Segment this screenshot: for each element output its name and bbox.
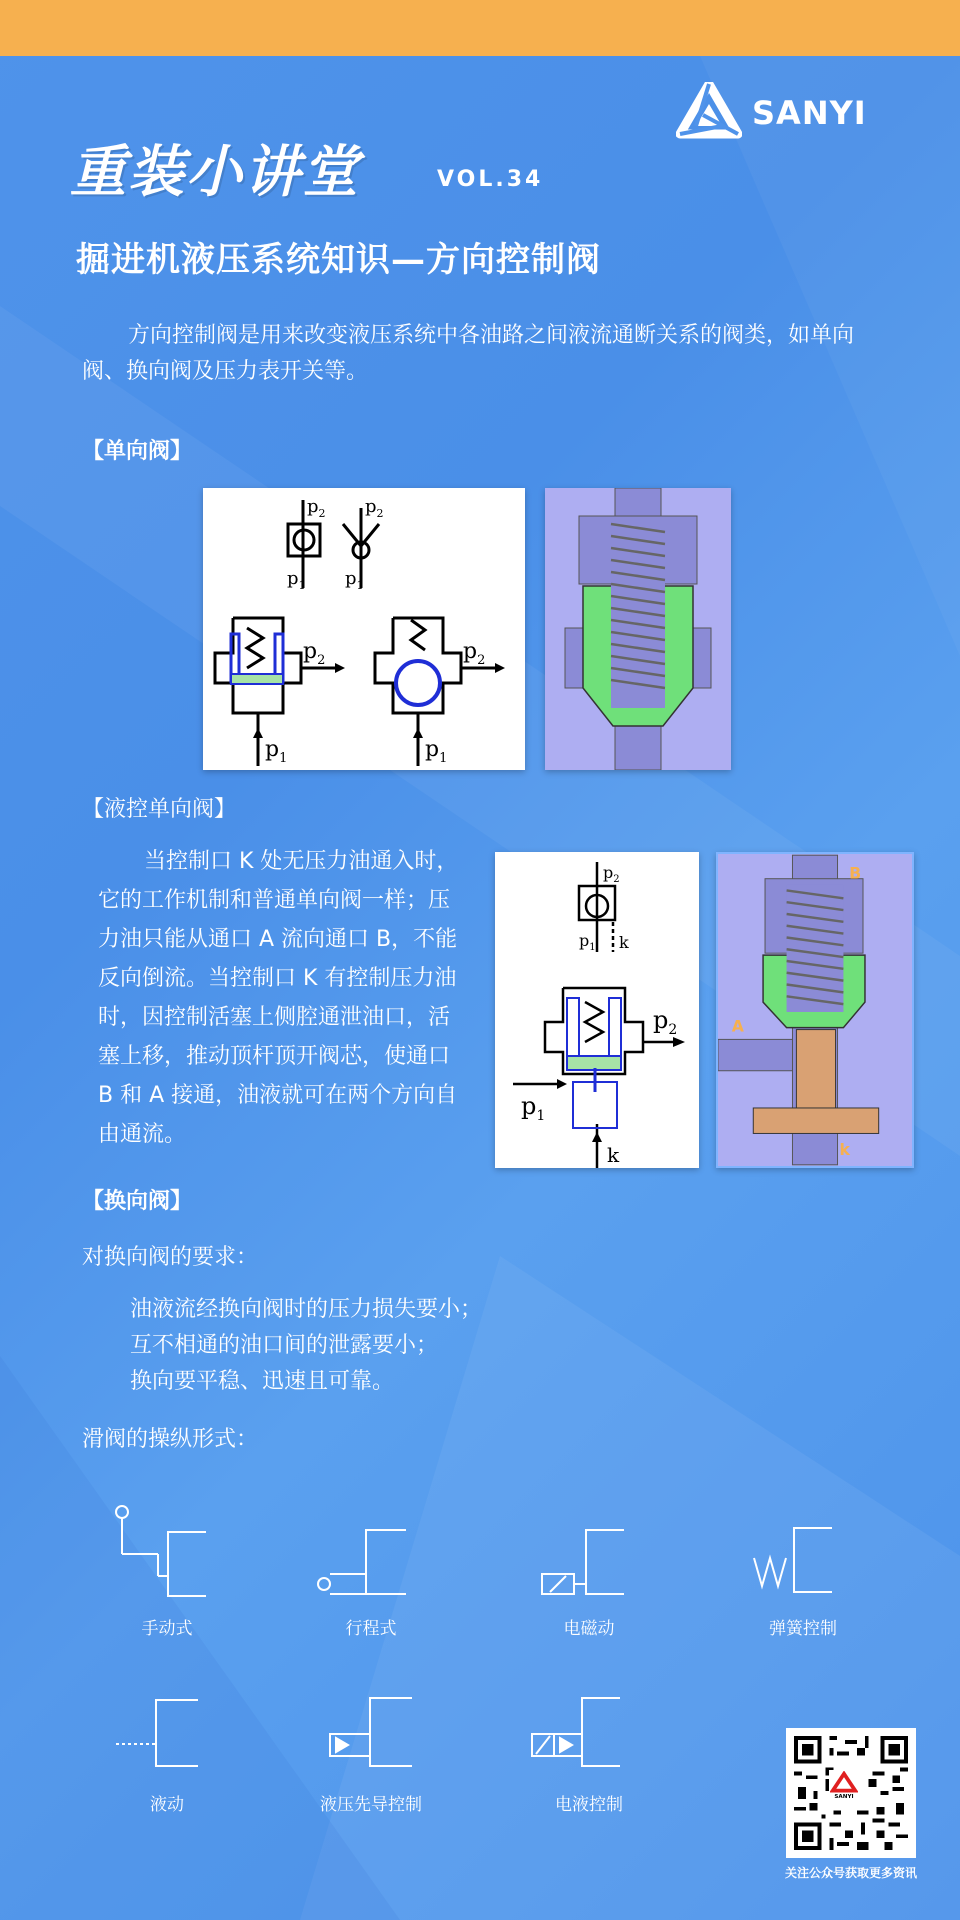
svg-text:p2: $p_2$	[463, 639, 486, 668]
volume-label: VOL.34	[437, 167, 544, 192]
check-valve-symbol-diagram	[203, 488, 525, 770]
qr-center-text: SANYI	[834, 1794, 854, 1799]
top-accent-bar	[0, 0, 960, 56]
requirement-item: 油液流经换向阀时的压力损失要小；	[130, 1297, 483, 1322]
requirements-list	[130, 1292, 482, 1400]
cutaway-k-label: k	[839, 1140, 850, 1160]
pilot-check-valve-symbol-diagram	[495, 852, 699, 1168]
qr-center-logo	[829, 1770, 859, 1800]
electro-hydraulic-control-icon	[530, 1686, 640, 1796]
cutaway-a-label: A	[731, 1016, 744, 1036]
requirement-item: 互不相通的油口间的泄露要小；	[130, 1333, 439, 1358]
sanyi-logo-icon	[676, 82, 742, 144]
qr-code	[786, 1728, 916, 1858]
spring-control-icon	[750, 1500, 860, 1610]
control-label-hydraulic: 液动	[150, 1795, 184, 1815]
svg-text:p1: $p_1$	[265, 737, 288, 766]
directional-valve-heading: 【换向阀】	[82, 1189, 193, 1214]
requirement-item: 换向要平稳、迅速且可靠。	[130, 1369, 395, 1394]
hydraulic-control-icon	[112, 1686, 222, 1796]
diagram-k-label: k	[619, 933, 629, 952]
check-valve-heading: 【单向阀】	[82, 439, 193, 464]
svg-text:p2: $p_2$	[653, 1006, 678, 1038]
mechanical-roller-control-icon	[316, 1500, 426, 1610]
svg-text:p1: $p_1$	[579, 931, 596, 953]
cutaway-b-label: B	[849, 863, 862, 883]
diagram-k-label-bottom: k	[607, 1143, 620, 1167]
svg-text:p1: $p_1$	[287, 568, 306, 592]
check-valve-cutaway-image	[545, 488, 731, 770]
svg-text:p1: $p_1$	[521, 1092, 546, 1124]
page-subtitle: 掘进机液压系统知识—方向控制阀	[76, 240, 601, 280]
control-label-manual: 手动式	[141, 1619, 193, 1639]
solenoid-control-icon	[538, 1500, 648, 1610]
requirements-heading: 对换向阀的要求：	[82, 1245, 259, 1270]
pilot-check-valve-paragraph: 当控制口 K 处无压力油通入时，它的工作机制和普通单向阀一样；压力油只能从通口 A 流向通口 B，不能反向倒流。当控制口 K 有控制压力油时，因控制活塞上侧腔通泄油口，活塞上移，推动顶杆顶开阀芯，使通口 B 和 A 接通，油液就可在两个方向自由通流。	[98, 849, 459, 1147]
svg-text:p1: $p_1$	[425, 737, 448, 766]
svg-text:p2: $p_2$	[365, 496, 384, 520]
svg-text:p2: $p_2$	[603, 863, 620, 885]
control-label-hydraulic-pilot: 液压先导控制	[320, 1795, 422, 1815]
pilot-check-valve-heading: 【液控单向阀】	[82, 797, 237, 822]
hydraulic-pilot-control-icon	[326, 1686, 436, 1796]
intro-paragraph: 方向控制阀是用来改变液压系统中各油路之间液流通断关系的阀类，如单向阀、换向阀及压力表开关等。	[82, 323, 855, 384]
svg-text:p2: $p_2$	[307, 496, 326, 520]
control-label-spring: 弹簧控制	[769, 1619, 837, 1639]
sanyi-logo	[676, 82, 886, 144]
control-label-mechanical: 行程式	[345, 1619, 397, 1639]
control-types-heading: 滑阀的操纵形式：	[82, 1427, 259, 1452]
control-label-solenoid: 电磁动	[563, 1619, 615, 1639]
control-label-electro-hydraulic: 电液控制	[555, 1795, 623, 1815]
svg-text:p1: $p_1$	[345, 568, 364, 592]
logo-text: SANYI	[752, 94, 867, 132]
svg-text:p2: $p_2$	[303, 639, 326, 668]
manual-control-icon	[112, 1500, 222, 1610]
pilot-check-valve-cutaway-image	[716, 852, 914, 1168]
qr-caption: 关注公众号获取更多资讯	[784, 1866, 917, 1880]
brand-title: 重装小讲堂	[70, 140, 360, 205]
